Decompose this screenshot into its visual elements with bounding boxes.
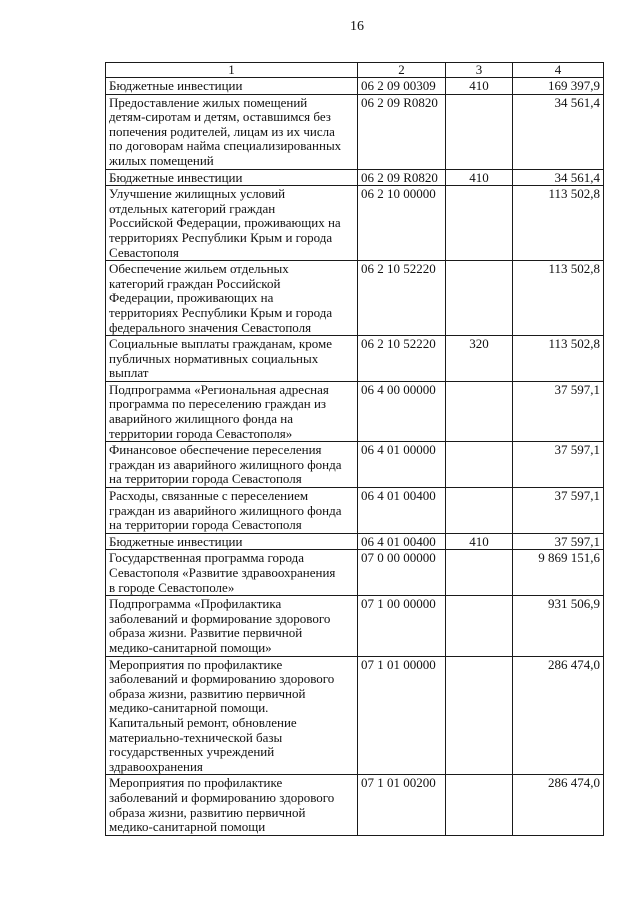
- row-description: Бюджетные инвестиции: [106, 169, 358, 186]
- table-row: [106, 186, 604, 261]
- row-amount: 286 474,0: [513, 775, 604, 835]
- row-expense-type: [446, 381, 513, 441]
- row-target-code: 06 4 01 00000: [358, 442, 446, 488]
- row-description: Расходы, связанные с переселением граждан из аварийного жилищного фонда на территории города Севастополя: [106, 488, 358, 534]
- row-description: Улучшение жилищных условий отдельных категорий граждан Российской Федерации, проживающих на территориях Республики Крым и города Севастополя: [106, 186, 358, 261]
- row-amount: 34 561,4: [513, 169, 604, 186]
- table-row: [106, 336, 604, 382]
- row-target-code: 06 4 01 00400: [358, 488, 446, 534]
- row-description: Государственная программа города Севастополя «Развитие здравоохранения в городе Севастополе»: [106, 550, 358, 596]
- column-header-3: 3: [446, 63, 513, 78]
- row-expense-type: [446, 775, 513, 835]
- row-expense-type: 320: [446, 336, 513, 382]
- row-expense-type: [446, 488, 513, 534]
- row-target-code: 07 1 00 00000: [358, 596, 446, 656]
- table-row: [106, 261, 604, 336]
- budget-table: [105, 62, 604, 836]
- row-amount: 37 597,1: [513, 533, 604, 550]
- row-expense-type: [446, 261, 513, 336]
- column-header-1: 1: [106, 63, 358, 78]
- table-row: [106, 94, 604, 169]
- row-description: Бюджетные инвестиции: [106, 533, 358, 550]
- row-amount: 113 502,8: [513, 336, 604, 382]
- table-row: [106, 169, 604, 186]
- row-description: Финансовое обеспечение переселения граждан из аварийного жилищного фонда на территории города Севастополя: [106, 442, 358, 488]
- row-amount: 286 474,0: [513, 656, 604, 775]
- page-number: 16: [350, 19, 364, 34]
- row-expense-type: [446, 596, 513, 656]
- row-target-code: 06 4 01 00400: [358, 533, 446, 550]
- row-target-code: 07 1 01 00200: [358, 775, 446, 835]
- row-description: Подпрограмма «Профилактика заболеваний и формирование здорового образа жизни. Развитие первичной медико-санитарной помощи»: [106, 596, 358, 656]
- row-expense-type: [446, 186, 513, 261]
- row-description: Мероприятия по профилактике заболеваний и формированию здорового образа жизни, развитию первичной медико-санитарной помощи. Капитальный ремонт, обновление материально-технической базы государственных учреждений здравоохранения: [106, 656, 358, 775]
- table-row: [106, 656, 604, 775]
- row-expense-type: [446, 550, 513, 596]
- column-header-2: 2: [358, 63, 446, 78]
- row-expense-type: 410: [446, 533, 513, 550]
- row-amount: 37 597,1: [513, 381, 604, 441]
- row-amount: 37 597,1: [513, 488, 604, 534]
- row-target-code: 06 2 09 R0820: [358, 94, 446, 169]
- table-row: [106, 442, 604, 488]
- row-target-code: 06 2 10 52220: [358, 261, 446, 336]
- row-target-code: 06 2 10 52220: [358, 336, 446, 382]
- table-row: [106, 381, 604, 441]
- row-amount: 931 506,9: [513, 596, 604, 656]
- row-target-code: 06 4 00 00000: [358, 381, 446, 441]
- row-expense-type: 410: [446, 169, 513, 186]
- table-row: [106, 775, 604, 835]
- row-target-code: 07 0 00 00000: [358, 550, 446, 596]
- row-description: Мероприятия по профилактике заболеваний и формированию здорового образа жизни, развитию первичной медико-санитарной помощи: [106, 775, 358, 835]
- row-amount: 9 869 151,6: [513, 550, 604, 596]
- row-amount: 113 502,8: [513, 261, 604, 336]
- row-target-code: 06 2 09 00309: [358, 78, 446, 95]
- table-row: [106, 78, 604, 95]
- table-header-row: [106, 63, 604, 78]
- row-description: Социальные выплаты гражданам, кроме публичных нормативных социальных выплат: [106, 336, 358, 382]
- row-expense-type: [446, 442, 513, 488]
- row-description: Подпрограмма «Региональная адресная программа по переселению граждан из аварийного жилищного фонда на территории города Севастополя»: [106, 381, 358, 441]
- row-amount: 34 561,4: [513, 94, 604, 169]
- table-row: [106, 488, 604, 534]
- row-expense-type: [446, 656, 513, 775]
- row-target-code: 06 2 10 00000: [358, 186, 446, 261]
- table-row: [106, 533, 604, 550]
- row-amount: 169 397,9: [513, 78, 604, 95]
- row-expense-type: 410: [446, 78, 513, 95]
- row-description: Предоставление жилых помещений детям-сиротам и детям, оставшимся без попечения родителей, лицам из их числа по договорам найма специализированных жилых помещений: [106, 94, 358, 169]
- row-description: Бюджетные инвестиции: [106, 78, 358, 95]
- row-amount: 113 502,8: [513, 186, 604, 261]
- row-target-code: 07 1 01 00000: [358, 656, 446, 775]
- row-description: Обеспечение жильем отдельных категорий граждан Российской Федерации, проживающих на территориях Республики Крым и города федерального значения Севастополя: [106, 261, 358, 336]
- row-amount: 37 597,1: [513, 442, 604, 488]
- row-expense-type: [446, 94, 513, 169]
- row-target-code: 06 2 09 R0820: [358, 169, 446, 186]
- column-header-4: 4: [513, 63, 604, 78]
- table-row: [106, 596, 604, 656]
- table-row: [106, 550, 604, 596]
